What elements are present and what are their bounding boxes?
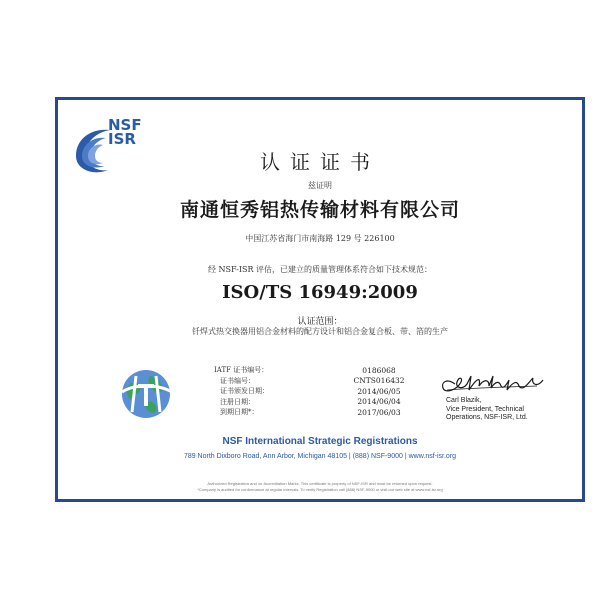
signer-title-line2: Operations, NSF-ISR, Ltd. <box>446 414 528 421</box>
signature-icon <box>433 368 553 394</box>
detail-row <box>214 386 434 397</box>
logo-nsf-text: NSF <box>108 116 142 134</box>
globe-icon <box>116 362 176 422</box>
certificate-title: 认证证书 <box>260 150 380 174</box>
certify-statement: 兹证明 <box>308 181 332 190</box>
detail-label: 证书编号： <box>220 376 255 385</box>
signer-info <box>446 397 528 423</box>
scope-text: 钎焊式热交换器用铝合金材料的配方设计和铝合金复合板、带、箔的生产 <box>192 327 448 336</box>
company-name: 南通恒秀铝热传输材料有限公司 <box>179 199 460 221</box>
certificate-details <box>214 365 434 418</box>
detail-row <box>214 376 434 387</box>
organization-name: NSF International Strategic Registrations <box>222 436 418 447</box>
detail-label: 证书颁发日期： <box>220 387 269 396</box>
organization-contact: 789 North Dixboro Road, Ann Arbor, Michigan 48105 | (888) NSF-9000 | www.nsf-isr.org <box>183 453 457 460</box>
signer-title-line1: Vice President, Technical <box>446 405 524 413</box>
detail-label: 到期日期*： <box>220 408 259 417</box>
detail-value: CNTS016432 <box>353 376 405 386</box>
detail-label: IATF 证书编号： <box>214 366 269 375</box>
signer-name: Carl Blazik, <box>446 397 482 404</box>
standard-name: ISO/TS 16949:2009 <box>222 282 418 303</box>
logo-isr-text: ISR <box>108 130 136 148</box>
fine-print-line2: *Company is audited for conformance at regular intervals. To verify Registration call (888) NSF-9000 or visit our web site at www.nsf-isr.org <box>197 487 443 492</box>
detail-value: 2014/06/04 <box>357 397 401 407</box>
detail-row <box>214 407 434 418</box>
detail-row <box>214 365 434 376</box>
detail-row <box>214 397 434 408</box>
detail-value: 2014/06/05 <box>357 386 401 396</box>
scope-label: 认证范围： <box>297 317 343 327</box>
certificate-frame <box>55 97 585 502</box>
company-address: 中国江苏省海门市南海路 129 号 226100 <box>245 234 395 243</box>
detail-label: 注册日期： <box>220 397 255 406</box>
fine-print-line1: Authorized Registration and /or Accreditation Marks. This certificate is property of NSF-ISR and must be returned upon request. <box>207 481 433 486</box>
iatf-globe-logo <box>116 362 176 422</box>
assessment-statement: 经 NSF-ISR 评估，已建立的质量管理体系符合如下技术规范： <box>207 265 433 274</box>
detail-value: 2017/06/03 <box>357 407 401 417</box>
signature <box>433 368 553 394</box>
detail-value: 0186068 <box>362 365 396 375</box>
